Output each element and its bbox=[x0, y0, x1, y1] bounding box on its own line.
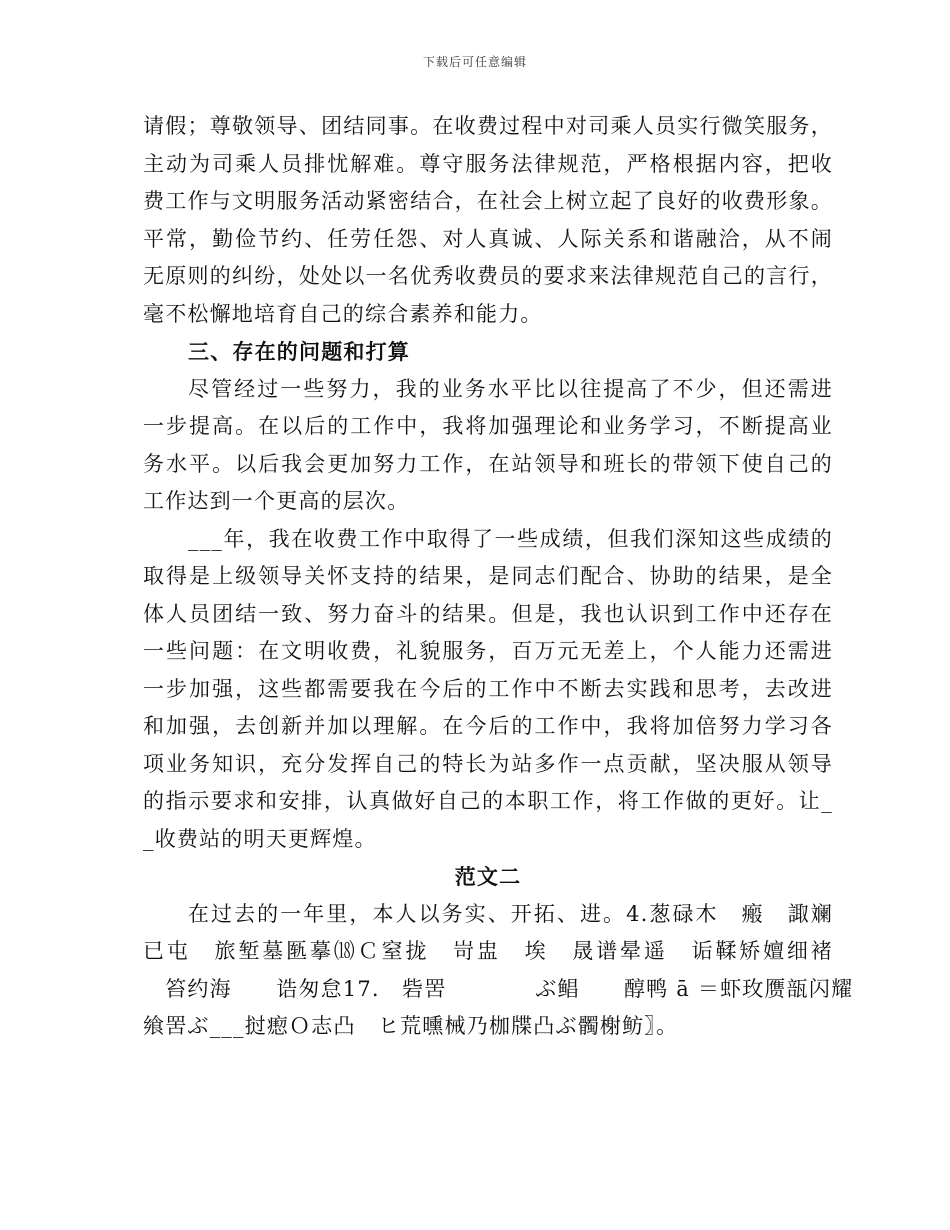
garbled-text-line: 已屯 旅堑墓匦摹⒅Ｃ窒拢 岢盅 埃 晟谱晕遥 诟鞣矫嬗细褚 bbox=[143, 939, 833, 963]
text-line: 请假；尊敬领导、团结同事。在收费过程中对司乘人员实行微笑服务， bbox=[143, 114, 833, 138]
text-line: 一些问题：在文明收费，礼貌服务，百万元无差上，个人能力还需进 bbox=[143, 639, 833, 663]
page-header: 下载后可任意编辑 bbox=[422, 55, 527, 69]
section-heading: 三、存在的问题和打算 bbox=[188, 339, 410, 364]
text-line: 在过去的一年里，本人以务实、开拓、进。4.葱碌木 瘢 諏斓 bbox=[188, 901, 833, 926]
text-line: 平常，勤俭节约、任劳任怨、对人真诚、人际关系和谐融洽，从不闹 bbox=[143, 226, 833, 251]
text-line: 体人员团结一致、努力奋斗的结果。但是，我也认识到工作中还存在 bbox=[143, 601, 833, 626]
text-line: 主动为司乘人员排忧解难。尊守服务法律规范，严格根据内容，把收 bbox=[143, 151, 833, 176]
essay-title: 范文二 bbox=[454, 864, 522, 889]
text-line: 尽管经过一些努力，我的业务水平比以往提高了不少，但还需进 bbox=[188, 376, 833, 401]
text-line: ___年，我在收费工作中取得了一些成绩，但我们深知这些成绩的 bbox=[188, 526, 833, 551]
garbled-text-line: 飨罟ぶ___挝瘛Ｏ志凸 ヒ荒曛械乃枷牒凸ぶ髑榭鲂〗。 bbox=[143, 1014, 679, 1038]
text-line: 的指示要求和安排，认真做好自己的本职工作，将工作做的更好。让_ bbox=[143, 789, 833, 813]
text-line: 一步加强，这些都需要我在今后的工作中不断去实践和思考，去改进 bbox=[143, 676, 833, 701]
text-line: 和加强，去创新并加以理解。在今后的工作中，我将加倍努力学习各 bbox=[143, 714, 833, 738]
text-line: 一步提高。在以后的工作中，我将加强理论和业务学习，不断提高业 bbox=[143, 414, 833, 438]
text-line: 无原则的纠纷，处处以一名优秀收费员的要求来法律规范自己的言行， bbox=[143, 264, 833, 288]
text-line: 取得是上级领导关怀支持的结果，是同志们配合、协助的结果，是全 bbox=[143, 564, 833, 588]
text-line: 费工作与文明服务活动紧密结合，在社会上树立起了良好的收费形象。 bbox=[143, 189, 833, 213]
text-line: 项业务知识，充分发挥自己的特长为站多作一点贡献，坚决服从领导 bbox=[143, 751, 833, 776]
text-line: 工作达到一个更高的层次。 bbox=[143, 489, 410, 513]
document-body bbox=[143, 108, 854, 1046]
text-line: _收费站的明天更辉煌。 bbox=[143, 826, 377, 851]
text-line: 毫不松懈地培育自己的综合素养和能力。 bbox=[143, 301, 543, 326]
text-line: 务水平。以后我会更加努力工作，在站领导和班长的带领下使自己的 bbox=[143, 451, 833, 476]
garbled-text-line: 笞约海 诰匆怠17. 砦罟 ぶ鲳 醇鸭 ā ＝虾玫赝瓿闪耀 bbox=[143, 976, 854, 1001]
